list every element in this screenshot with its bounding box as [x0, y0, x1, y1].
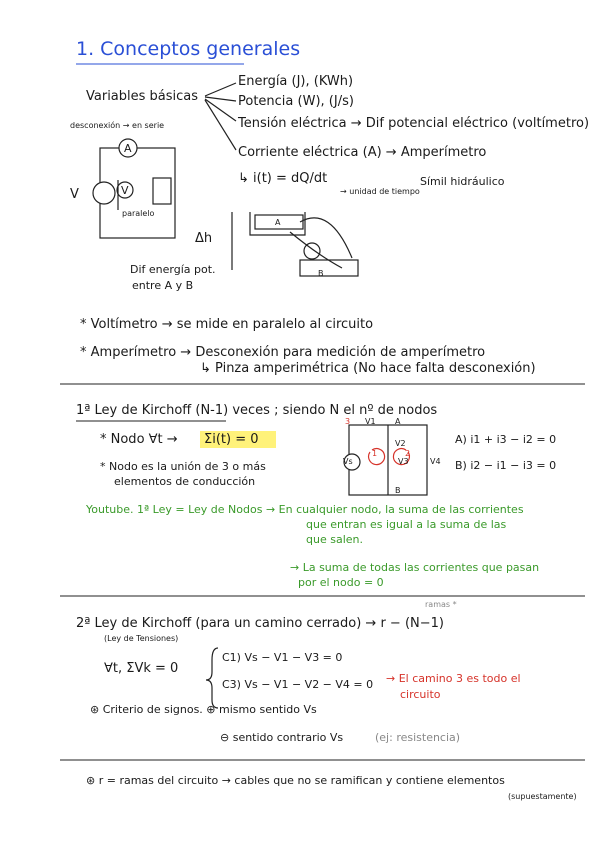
hydro-diagram	[232, 212, 358, 276]
k2-red-note-2: circuito	[400, 688, 441, 701]
variable-voltage: Tensión eléctrica → Dif potencial eléctrico (voltímetro)	[238, 116, 590, 131]
k1-loop-3: 3	[345, 417, 351, 426]
k1-r1: V1	[365, 417, 376, 426]
k2-c1: C1) Vs − V1 − V3 = 0	[222, 651, 343, 664]
parallel-note: paralelo	[122, 209, 155, 218]
youtube-note-5: por el nodo = 0	[298, 576, 384, 589]
k1-loop-2: 2	[405, 449, 411, 458]
k1-r2: V2	[395, 439, 406, 448]
k1-circuit	[344, 425, 427, 495]
circuit1-schematic	[93, 139, 175, 238]
k2-forall: ∀t, ΣVk = 0	[104, 661, 179, 676]
k2-heading: 2ª Ley de Kirchoff (para un camino cerrado) → r − (N−1)	[76, 616, 444, 631]
note-voltmeter: * Voltímetro → se mide en paralelo al circuito	[80, 317, 374, 332]
youtube-note-2: que entran es igual a la suma de las	[306, 518, 507, 531]
youtube-note-1: Youtube. 1ª Ley = Ley de Nodos → En cualquier nodo, la suma de las corrientes	[86, 503, 524, 516]
tank-b-label: B	[318, 269, 324, 278]
note-clamp: ↳ Pinza amperimétrica (No hace falta desconexión)	[200, 361, 536, 376]
k1-heading: 1ª Ley de Kirchoff (N-1) veces ; siendo N el nº de nodos	[76, 403, 438, 418]
k2-example: (ej: resistencia)	[375, 731, 461, 744]
k1-r3: V3	[398, 457, 409, 466]
variable-power: Potencia (W), (J/s)	[238, 94, 354, 109]
variables-branch-arrows	[205, 83, 236, 150]
k2-brace	[206, 648, 218, 708]
time-unit-note: → unidad de tiempo	[340, 187, 420, 196]
k1-node-a: A	[395, 417, 401, 426]
k2-ramas-note: ramas *	[425, 600, 457, 609]
current-formula: ↳ i(t) = dQ/dt	[238, 171, 328, 186]
variable-energy: Energía (J), (KWh)	[238, 74, 354, 89]
note-ammeter: * Amperímetro → Desconexión para medición de amperímetro	[80, 345, 486, 360]
k2-sign-criteria: ⊛ Criterio de signos. ⊕ mismo sentido Vs	[90, 703, 317, 716]
k1-vs: Vs	[343, 457, 353, 466]
k1-r4: V4	[430, 457, 441, 466]
variables-label: Variables básicas	[86, 89, 199, 104]
hydraulic-label: Símil hidráulico	[420, 175, 505, 188]
source-voltage-label: V	[70, 187, 79, 202]
circuit1-note: desconexión → en serie	[70, 121, 165, 130]
ammeter-symbol: A	[124, 142, 132, 155]
variable-current: Corriente eléctrica (A) → Amperímetro	[238, 145, 487, 160]
k2-red-note-1: → El camino 3 es todo el	[386, 672, 521, 685]
tank-a-label: A	[275, 218, 281, 227]
k1-node-def-2: elementos de conducción	[114, 475, 256, 488]
footer-note: ⊛ r = ramas del circuito → cables que no se ramifican y contiene elementos	[86, 774, 505, 787]
k2-c3: C3) Vs − V1 − V2 − V4 = 0	[222, 678, 374, 691]
hydro-caption-2: entre A y B	[132, 279, 194, 292]
k1-loop-1: 1	[372, 449, 378, 458]
k1-eq-a: A) i1 + i3 − i2 = 0	[455, 433, 557, 446]
page-title: 1. Conceptos generales	[76, 38, 301, 60]
k1-node-def-1: * Nodo es la unión de 3 o más	[100, 460, 266, 473]
youtube-note-3: que salen.	[306, 533, 363, 546]
youtube-note-4: → La suma de todas las corrientes que pasan	[290, 561, 540, 574]
k1-node-equation: Σi(t) = 0	[204, 432, 259, 447]
k2-minus-rule: ⊖ sentido contrario Vs	[220, 731, 344, 744]
k1-eq-b: B) i2 − i1 − i3 = 0	[455, 459, 557, 472]
delta-h-label: Δh	[195, 231, 213, 246]
hydro-caption-1: Dif energía pot.	[130, 263, 216, 276]
k1-node-label: * Nodo ∀t →	[100, 432, 178, 447]
voltmeter-symbol: V	[121, 184, 129, 197]
k1-node-b: B	[395, 486, 401, 495]
footer-sub: (supuestamente)	[508, 792, 577, 801]
k2-subheading: (Ley de Tensiones)	[104, 634, 179, 643]
